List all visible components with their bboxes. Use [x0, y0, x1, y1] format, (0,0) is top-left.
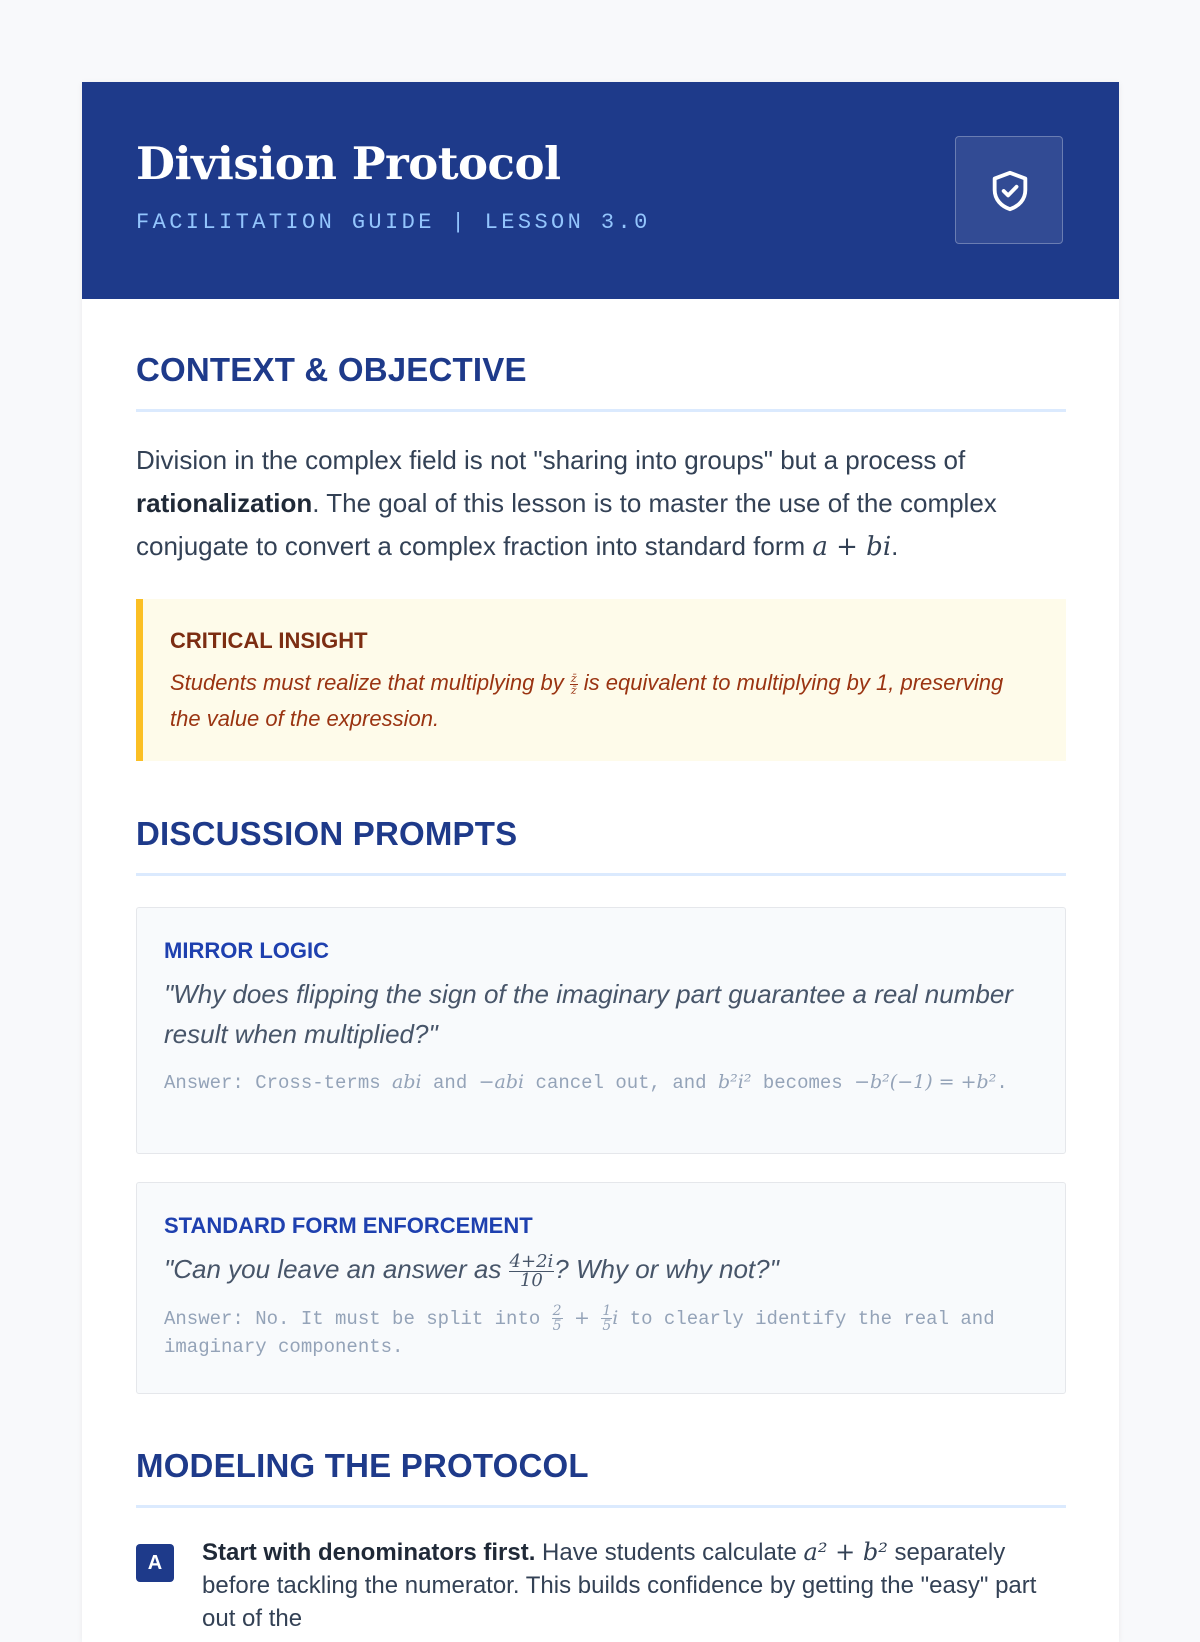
fraction-numerator: 2 [552, 1303, 562, 1320]
answer-math: −b²(−1) = +b² [854, 1071, 997, 1093]
fraction-numerator: z̄ [570, 671, 577, 685]
step-text-part: separately before tackling the numerator. This builds confidence by getting the "easy" part out of the [202, 1539, 1037, 1632]
prompt-title: MIRROR LOGIC [164, 938, 329, 963]
section-heading-context: CONTEXT & OBJECTIVE [136, 351, 1066, 412]
step-text-part: Have students calculate [535, 1539, 804, 1566]
answer-math: b²i² [717, 1071, 752, 1093]
fraction-denominator: 5 [602, 1318, 612, 1335]
step-math: a² + b² [803, 1538, 888, 1566]
fraction-denominator: 5 [552, 1318, 562, 1335]
answer-fraction-imaginary [601, 1304, 612, 1333]
plus-sign: + [574, 1306, 590, 1329]
page-subtitle: FACILITATION GUIDE | LESSON 3.0 [136, 210, 651, 235]
question-fraction [509, 1250, 555, 1291]
prompt-question: "Why does flipping the sign of the imaginary part guarantee a real number result when multiplied?" [164, 979, 1013, 1049]
guide-card [82, 82, 1119, 1642]
shield-badge [955, 136, 1063, 244]
prompt-title: STANDARD FORM ENFORCEMENT [164, 1213, 533, 1238]
answer-fraction-real [552, 1304, 563, 1333]
step-text [202, 1536, 1066, 1635]
step-bold-lead: Start with denominators first. [202, 1539, 536, 1566]
answer-text: Answer: No. It must be split into [164, 1307, 552, 1330]
imaginary-unit: i [612, 1306, 619, 1329]
prompt-answer [164, 1068, 1039, 1097]
fraction-denominator: 10 [519, 1269, 543, 1291]
shield-check-icon [987, 167, 1033, 215]
section-heading-modeling: MODELING THE PROTOCOL [136, 1447, 1066, 1508]
answer-text: cancel out, and [524, 1072, 718, 1094]
prompt-card-standard-form [136, 1182, 1066, 1394]
standard-form-math: a + bi [812, 532, 892, 562]
critical-insight-callout [136, 599, 1066, 761]
section-heading-discussion: DISCUSSION PROMPTS [136, 815, 1066, 876]
fraction-denominator: z̄ [570, 683, 577, 697]
question-text: ? Why or why not?" [554, 1254, 779, 1284]
context-text: . The goal of this lesson is to master the use of the complex conjugate to convert a complex fraction into standard form [136, 488, 997, 561]
step-badge: A [136, 1544, 174, 1582]
prompt-card-mirror-logic [136, 907, 1066, 1154]
conjugate-fraction [570, 673, 578, 696]
answer-text: . [996, 1072, 1008, 1094]
guide-header [82, 82, 1119, 299]
insight-text-part: is equivalent to multiplying by 1, preserving the value of the expression. [170, 670, 1004, 731]
insight-text-part: Students must realize that multiplying by [170, 670, 570, 695]
question-text: "Can you leave an answer as [164, 1254, 509, 1284]
answer-text: Answer: Cross-terms [164, 1072, 393, 1094]
prompt-question [164, 1249, 1039, 1290]
answer-text: to clearly identify the real and imaginary components. [164, 1307, 995, 1359]
context-text: . [891, 531, 899, 561]
insight-text [170, 665, 1038, 737]
answer-math: −abi [478, 1071, 525, 1093]
answer-text: and [421, 1072, 479, 1094]
context-paragraph [136, 439, 1066, 569]
context-text: Division in the complex field is not "sharing into groups" but a process of [136, 445, 966, 475]
context-bold-term: rationalization [136, 488, 313, 518]
fraction-numerator: 4+2i [509, 1250, 554, 1272]
insight-title: CRITICAL INSIGHT [170, 628, 368, 653]
answer-text: becomes [751, 1072, 855, 1094]
answer-math: abi [392, 1071, 422, 1093]
prompt-answer [164, 1304, 1039, 1361]
fraction-numerator: 1 [602, 1303, 612, 1320]
page-title: Division Protocol [136, 137, 561, 190]
